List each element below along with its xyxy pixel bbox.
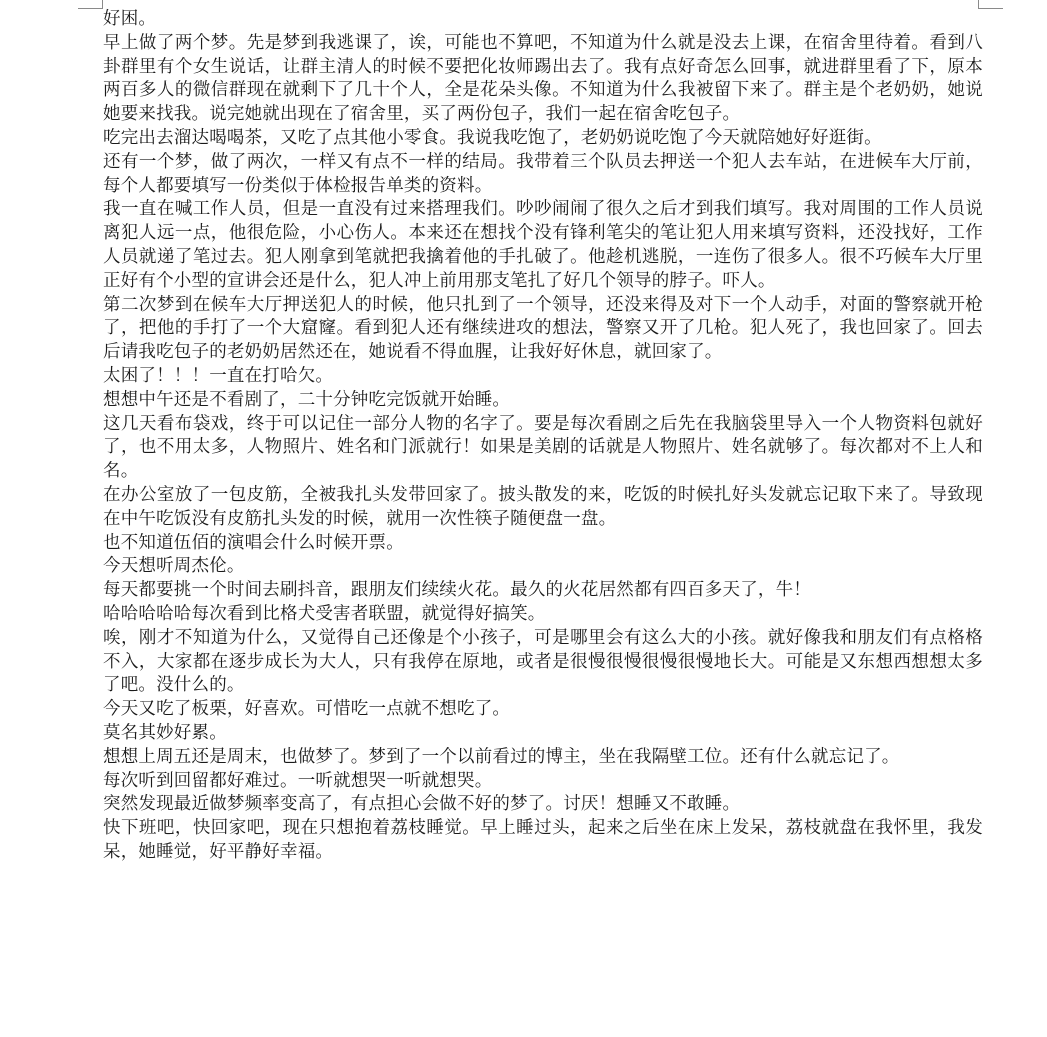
paragraph: 吃完出去溜达喝喝茶，又吃了点其他小零食。我说我吃饱了，老奶奶说吃饱了今天就陪她好好逛街。 bbox=[103, 127, 882, 148]
paragraph: 想想上周五还是周末，也做梦了。梦到了一个以前看过的博主，坐在我隔壁工位。还有什么就忘记了。 bbox=[103, 746, 900, 767]
paragraph: 我一直在喊工作人员，但是一直没有过来搭理我们。吵吵闹闹了很久之后才到我们填写。我对周围的工作人员说离犯人远一点，他很危险，小心伤人。本来还在想找个没有锋利笔尖的笔让犯人用来填写资料，还没找好，工作人员就递了笔过去。犯人刚拿到笔就把我擒着他的手扎破了。他趁机逃脱，一连伤了很多人。很不巧候车大厅里正好有个小型的宣讲会还是什么，犯人冲上前用那支笔扎了好几个领导的脖子。吓人。 bbox=[103, 199, 983, 291]
paragraph: 突然发现最近做梦频率变高了，有点担心会做不好的梦了。讨厌！想睡又不敢睡。 bbox=[103, 794, 741, 815]
document-body bbox=[103, 8, 983, 865]
paragraph: 快下班吧，快回家吧，现在只想抱着荔枝睡觉。早上睡过头，起来之后坐在床上发呆，荔枝就盘在我怀里，我发呆，她睡觉，好平静好幸福。 bbox=[103, 818, 983, 862]
paragraph: 莫名其妙好累。 bbox=[103, 722, 227, 743]
paragraph: 今天又吃了板栗，好喜欢。可惜吃一点就不想吃了。 bbox=[103, 699, 511, 720]
paragraph: 这几天看布袋戏，终于可以记住一部分人物的名字了。要是每次看剧之后先在我脑袋里导入一个人物资料包就好了，也不用太多，人物照片、姓名和门派就行！如果是美剧的话就是人物照片、姓名就够了。每次都对不上人和名。 bbox=[103, 413, 983, 482]
paragraph: 还有一个梦，做了两次，一样又有点不一样的结局。我带着三个队员去押送一个犯人去车站，在进候车大厅前，每个人都要填写一份类似于体检报告单类的资料。 bbox=[103, 151, 983, 196]
paragraph: 也不知道伍佰的演唱会什么时候开票。 bbox=[103, 532, 404, 553]
paragraph: 好困。 bbox=[103, 9, 157, 29]
paragraph: 每天都要挑一个时间去刷抖音，跟朋友们续续火花。最久的火花居然都有四百多天了，牛！ bbox=[103, 580, 811, 601]
paragraph: 每次听到回留都好难过。一听就想哭一听就想哭。 bbox=[103, 770, 493, 791]
paragraph: 第二次梦到在候车大厅押送犯人的时候，他只扎到了一个领导，还没来得及对下一个人动手，对面的警察就开枪了，把他的手打了一个大窟窿。看到犯人还有继续进攻的想法，警察又开了几枪。犯人死了，我也回家了。回去后请我吃包子的老奶奶居然还在，她说看不得血腥，让我好好休息，就回家了。 bbox=[103, 294, 983, 363]
paragraph: 唉，刚才不知道为什么，又觉得自己还像是个小孩子，可是哪里会有这么大的小孩。就好像我和朋友们有点格格不入，大家都在逐步成长为大人，只有我停在原地，或者是很慢很慢很慢很慢地长大。可能是又东想西想想太多了吧。没什么的。 bbox=[103, 627, 983, 696]
paragraph: 想想中午还是不看剧了，二十分钟吃完饭就开始睡。 bbox=[103, 389, 511, 410]
paragraph: 哈哈哈哈哈每次看到比格犬受害者联盟，就觉得好搞笑。 bbox=[103, 603, 546, 624]
paragraph: 早上做了两个梦。先是梦到我逃课了，诶，可能也不算吧，不知道为什么就是没去上课，在宿舍里待着。看到八卦群里有个女生说话，让群主清人的时候不要把化妆师踢出去了。我有点好奇怎么回事，就进群里看了下，原本两百多人的微信群现在就剩下了几十个人，全是花朵头像。不知道为什么我被留下来了。群主是个老奶奶，她说她要来找我。说完她就出现在了宿舍里，买了两份包子，我们一起在宿舍吃包子。 bbox=[103, 32, 983, 125]
paragraph: 今天想听周杰伦。 bbox=[103, 556, 245, 577]
paragraph: 在办公室放了一包皮筋，全被我扎头发带回家了。披头散发的来，吃饭的时候扎好头发就忘记取下来了。导致现在中午吃饭没有皮筋扎头发的时候，就用一次性筷子随便盘一盘。 bbox=[103, 484, 983, 529]
page-corner-mark-left bbox=[78, 0, 103, 9]
paragraph: 太困了！！！一直在打哈欠。 bbox=[103, 365, 334, 386]
